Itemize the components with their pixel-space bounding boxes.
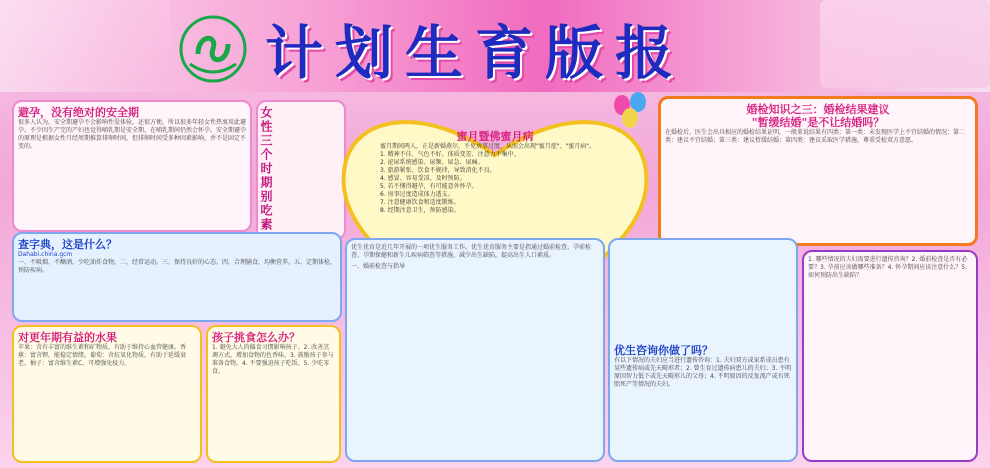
honeymoon-item: 蜜月期间两人，正是新婚燕尔、不免房事过度，从而会出现"蜜月症"、"蜜月病"。 [380, 143, 596, 150]
panel-vertical [256, 100, 346, 240]
consult-text: 有以下情况的夫妇应当进行遗传咨询：1. 夫妇双方或家系成员患有某些遗传病或先天畸形者；2. 曾生育过遗传病患儿的夫妇；3. 不明原因智力低下或先天畸形儿的父母；4. 不明原因的反复流产或有死胎死产等情况的夫妇。 [614, 357, 792, 388]
panel-premarital [658, 96, 978, 246]
honeymoon-item: 5. 若不懂得避孕，有可能意外怀孕。 [380, 183, 478, 190]
contraception-heading: 避孕，没有绝对的安全期 [18, 106, 139, 119]
panel-picky [206, 325, 341, 463]
fruit-text: 苹果：含有丰富的维生素和矿物质，有助于维持心血管健康。香蕉：富含钾，能稳定情绪。葡萄：含抗氧化物质，有助于延缓衰老。柚子：富含维生素C，可增强免疫力。 [18, 344, 187, 367]
picky-heading: 孩子挑食怎么办？ [212, 331, 300, 344]
page-title: 计划生育版报 [265, 19, 686, 87]
family-planning-logo-icon [178, 14, 248, 84]
baby-photo-left [0, 0, 170, 88]
premarital-subheading: "暂缓结婚"是不让结婚吗？ [751, 116, 885, 129]
panel-contraception [12, 100, 252, 232]
honeymoon-item: 6. 房事过度造成体力透支。 [380, 191, 454, 198]
premarital-heading: 婚检知识之三：婚检结果建议 [746, 103, 890, 116]
balloon-icon [622, 108, 638, 128]
contraception-text: 很多人认为，安全期避孕不会影响性爱体验，还很方便，所以很多年轻女性热衷用此避孕。不少因生产完的产妇也觉得哺乳期是安全期，在哺乳期间仍然会怀孕。安全期避孕的原理是根据女性月经周期推算排卵时间，但排卵时间受多种因素影响，并不是固定不变的。 [18, 119, 247, 150]
honeymoon-item: 7. 注意健康饮食和适度锻炼。 [380, 199, 460, 206]
vertical-heading: 女性三个时期别吃素 [259, 106, 273, 232]
honeymoon-item: 3. 旅游紧张、饮食不规律，导致消化不良。 [380, 167, 496, 174]
honeymoon-item: 8. 经期注意卫生，预防感染。 [380, 207, 460, 214]
honeymoon-item: 1. 精神不佳、气色不好、体质变差、注意力不集中。 [380, 151, 520, 158]
lookup-heading: 查字典，这是什么？ [18, 238, 117, 251]
fruit-heading: 对更年期有益的水果 [18, 331, 117, 344]
center-text: 优生优育是近几年开展的一项优生服务工作。优生优育服务主要是指通过婚前检查、孕前检查、孕期保健和新生儿疾病筛查等措施，减少出生缺陷，提高出生人口素质。 [351, 244, 592, 259]
watermark-text: Dahabi.china.gcm [18, 251, 73, 258]
premarital-text: 在婚检后，医生会出具相应的婚检结果证明，一般来说结果有四类：第一类：未发现医学上不宜结婚的情况；第二类：建议不宜结婚；第三类：建议暂缓结婚；第四类：建议采取医学措施，尊重受检双方意愿。 [665, 129, 966, 144]
honeymoon-heading: 蜜月暨佛蜜月病 [456, 130, 534, 143]
consult-heading: 优生咨询你做了吗？ [614, 344, 713, 357]
panel-right [802, 250, 978, 462]
panel-consult [608, 238, 798, 462]
panel-center [345, 238, 605, 462]
honeymoon-item: 2. 泌尿系统感染、尿频、尿急、尿痛。 [380, 159, 484, 166]
honeymoon-item: 4. 感冒、容易受凉、及时预防。 [380, 175, 466, 182]
baby-photo-right [820, 0, 990, 88]
right-text: 1. 哪些情况的夫妇需要进行遗传咨询？2. 婚前检查是否有必要？3. 孕前应该做哪些准备？4. 怀孕期间应该注意什么？5. 如何预防出生缺陷？ [808, 256, 968, 279]
panel-lookup [12, 232, 342, 322]
panel-fruit [12, 325, 202, 463]
picky-text: 1. 避免大人的偏食习惯影响孩子。2. 改善烹调方式，增加食物的色香味。3. 鼓励孩子参与准备食物。4. 不要强迫孩子吃饭。5. 少吃零食。 [212, 344, 334, 375]
center-list-title: 一、婚前检查与指导 [351, 263, 406, 270]
lookup-text: 一、不吸烟、不酗酒，少吃油炸食物。二、经常运动。三、保持良好的心态。四、合理膳食，均衡营养。五、定期体检，预防疾病。 [18, 259, 337, 274]
